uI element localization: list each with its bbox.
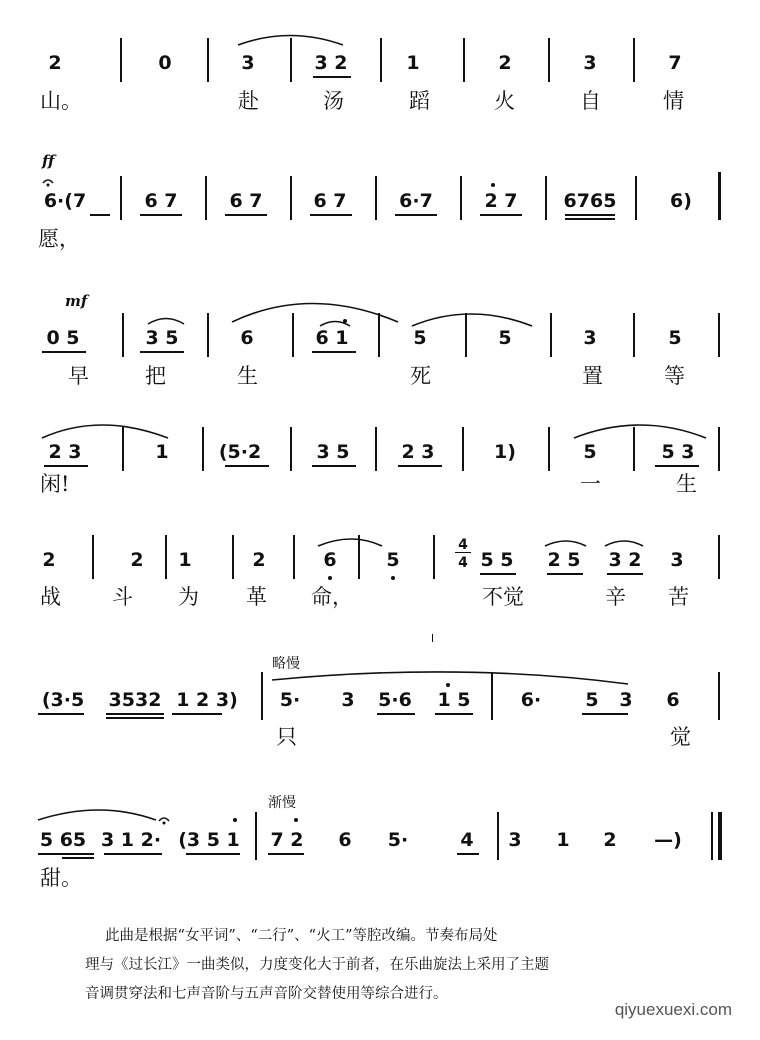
underline bbox=[313, 76, 351, 78]
underline bbox=[377, 713, 415, 715]
note-cell: 6 7 bbox=[229, 190, 263, 212]
barline bbox=[122, 427, 124, 471]
dynamic-marking: mf bbox=[65, 292, 88, 310]
barline bbox=[120, 38, 122, 82]
underline bbox=[104, 853, 162, 855]
underline bbox=[90, 214, 110, 216]
lyric: 山。 bbox=[40, 89, 82, 113]
barline bbox=[633, 38, 635, 82]
lyric: 蹈 bbox=[409, 89, 430, 113]
barline bbox=[462, 427, 464, 471]
note-cell: 1 bbox=[556, 829, 570, 851]
octave-dot bbox=[294, 818, 298, 822]
barline bbox=[202, 427, 204, 471]
barline bbox=[165, 535, 167, 579]
note-cell: 6· bbox=[520, 689, 542, 711]
note-cell: 6 7 bbox=[144, 190, 178, 212]
barline bbox=[378, 313, 380, 357]
lyric: 觉 bbox=[670, 725, 691, 749]
underline bbox=[655, 465, 699, 467]
lyric: 战 bbox=[40, 585, 61, 609]
lyric: 情 bbox=[663, 89, 684, 113]
underline bbox=[106, 713, 164, 715]
note-cell: 4 bbox=[460, 829, 474, 851]
note-cell: (3 5 1 bbox=[178, 829, 240, 851]
note-cell: 3 5 bbox=[316, 441, 350, 463]
note-cell: 5 3 bbox=[661, 441, 695, 463]
underline bbox=[38, 853, 94, 855]
note-cell: 3532 bbox=[108, 689, 162, 711]
barline bbox=[718, 313, 720, 357]
note-cell: 1) bbox=[494, 441, 516, 463]
note-cell: 0 bbox=[158, 52, 172, 74]
note-cell: 6 bbox=[338, 829, 352, 851]
note-line: 此曲是根据“女平词”、“二行”、“火工”等腔改编。节奏布局处 bbox=[105, 928, 498, 944]
barline bbox=[290, 38, 292, 82]
octave-dot bbox=[343, 319, 347, 323]
note-cell: (5·2 bbox=[218, 441, 262, 463]
underline bbox=[62, 857, 94, 859]
barline bbox=[261, 672, 263, 720]
note-cell: 6 bbox=[240, 327, 254, 349]
note-cell: 2 bbox=[498, 52, 512, 74]
barline bbox=[633, 427, 635, 471]
octave-dot bbox=[446, 683, 450, 687]
underline bbox=[140, 351, 184, 353]
note-cell: 1 5 bbox=[437, 689, 471, 711]
note-cell: 5 bbox=[386, 549, 400, 571]
barline bbox=[718, 672, 720, 720]
note-cell: 6765 bbox=[563, 190, 617, 212]
time-signature-bottom: 4 bbox=[458, 555, 468, 571]
barline bbox=[548, 427, 550, 471]
underline bbox=[140, 214, 182, 216]
barline bbox=[460, 176, 462, 220]
underline bbox=[44, 465, 88, 467]
underline bbox=[38, 713, 84, 715]
barline bbox=[207, 38, 209, 82]
note-cell: 5·6 bbox=[378, 689, 412, 711]
note-cell: 5 bbox=[413, 327, 427, 349]
underline bbox=[268, 853, 304, 855]
underline bbox=[225, 465, 269, 467]
note-cell: 6·(7 bbox=[43, 190, 87, 212]
barline bbox=[718, 812, 722, 860]
barline bbox=[463, 38, 465, 82]
barline bbox=[375, 176, 377, 220]
underline bbox=[225, 214, 267, 216]
note-cell: 6 bbox=[666, 689, 680, 711]
barline bbox=[633, 313, 635, 357]
barline bbox=[465, 313, 467, 357]
note-cell: 6 7 bbox=[313, 190, 347, 212]
lyric: 苦 bbox=[668, 585, 689, 609]
barline bbox=[718, 172, 721, 220]
note-cell: 2 3 bbox=[401, 441, 435, 463]
octave-dot bbox=[233, 818, 237, 822]
site-watermark: qiyuexuexi.com bbox=[614, 1000, 732, 1019]
barline bbox=[635, 176, 637, 220]
lyric: 命， bbox=[311, 585, 353, 609]
barline bbox=[92, 535, 94, 579]
note-cell: 6 bbox=[323, 549, 337, 571]
lyric: 只 bbox=[276, 725, 297, 749]
barline bbox=[207, 313, 209, 357]
lyric: 愿， bbox=[38, 227, 80, 251]
barline bbox=[497, 812, 499, 860]
barline bbox=[491, 672, 493, 720]
note-cell: 3 bbox=[619, 689, 633, 711]
note-cell: 7 bbox=[668, 52, 682, 74]
mark-line bbox=[432, 634, 433, 642]
barline bbox=[433, 535, 435, 579]
lyric: 斗 bbox=[112, 585, 133, 609]
note-cell: 3 1 2· bbox=[100, 829, 162, 851]
underline bbox=[547, 573, 583, 575]
note-cell: 5 65 bbox=[39, 829, 87, 851]
barline bbox=[293, 535, 295, 579]
note-cell: 6 1 bbox=[315, 327, 349, 349]
note-cell: 7 2 bbox=[270, 829, 304, 851]
underline bbox=[480, 214, 522, 216]
barline bbox=[548, 38, 550, 82]
barline bbox=[232, 535, 234, 579]
underline bbox=[172, 713, 222, 715]
underline bbox=[582, 713, 628, 715]
note-cell: 2 bbox=[130, 549, 144, 571]
barline bbox=[545, 176, 547, 220]
note-cell: 3 2 bbox=[314, 52, 348, 74]
underline bbox=[106, 717, 164, 719]
note-cell: 1 bbox=[406, 52, 420, 74]
lyric: 等 bbox=[664, 364, 685, 388]
underline bbox=[42, 351, 86, 353]
note-cell: 5 5 bbox=[480, 549, 514, 571]
tempo-marking: 略慢 bbox=[272, 656, 300, 672]
note-cell: 5 bbox=[585, 689, 599, 711]
barline bbox=[375, 427, 377, 471]
barline bbox=[358, 535, 360, 579]
barline bbox=[550, 313, 552, 357]
lyric: 早 bbox=[68, 364, 89, 388]
note-cell: 2 3 bbox=[48, 441, 82, 463]
tempo-marking: 渐慢 bbox=[268, 795, 296, 811]
lyric: 置 bbox=[582, 364, 603, 388]
note-cell: 3 5 bbox=[145, 327, 179, 349]
note-cell: 3 2 bbox=[608, 549, 642, 571]
barline bbox=[120, 176, 122, 220]
note-cell: 5 bbox=[583, 441, 597, 463]
note-cell: 5 bbox=[498, 327, 512, 349]
note-line: 理与《过长江》一曲类似，力度变化大于前者，在乐曲旋法上采用了主题 bbox=[85, 957, 549, 973]
barline bbox=[255, 812, 257, 860]
underline bbox=[457, 853, 479, 855]
barline bbox=[711, 812, 713, 860]
lyric: 甜。 bbox=[40, 866, 82, 890]
lyric: 生 bbox=[237, 364, 258, 388]
note-cell: 2 bbox=[603, 829, 617, 851]
underline bbox=[565, 214, 615, 216]
note-cell: 3 bbox=[583, 52, 597, 74]
barline bbox=[380, 38, 382, 82]
lyric: 火 bbox=[494, 89, 515, 113]
barline bbox=[290, 427, 292, 471]
note-cell: 3 bbox=[341, 689, 355, 711]
lyric: 闲! bbox=[40, 472, 70, 496]
barline bbox=[205, 176, 207, 220]
note-cell: 3 bbox=[508, 829, 522, 851]
barline bbox=[122, 313, 124, 357]
underline bbox=[312, 351, 356, 353]
note-cell: 6·7 bbox=[399, 190, 433, 212]
note-cell: 1 bbox=[155, 441, 169, 463]
note-cell: 3 bbox=[583, 327, 597, 349]
lyric: 革 bbox=[246, 585, 267, 609]
note-cell: 0 5 bbox=[46, 327, 80, 349]
octave-dot bbox=[391, 576, 395, 580]
barline bbox=[718, 427, 720, 471]
underline bbox=[186, 853, 240, 855]
underline bbox=[398, 465, 442, 467]
note-cell: 3 bbox=[670, 549, 684, 571]
underline bbox=[565, 218, 615, 220]
lyric: 不觉 bbox=[482, 585, 524, 609]
lyric: 汤 bbox=[323, 89, 344, 113]
underline bbox=[395, 214, 437, 216]
octave-dot bbox=[491, 183, 495, 187]
note-cell: 2 bbox=[252, 549, 266, 571]
lyric: 死 bbox=[410, 364, 431, 388]
lyric: 把 bbox=[145, 364, 166, 388]
note-cell: 1 2 3) bbox=[176, 689, 238, 711]
underline bbox=[435, 713, 473, 715]
note-cell: 3 bbox=[241, 52, 255, 74]
underline bbox=[607, 573, 643, 575]
note-cell: 2 bbox=[42, 549, 56, 571]
note-cell: 1 bbox=[178, 549, 192, 571]
note-line: 音调贯穿法和七声音阶与五声音阶交替使用等综合进行。 bbox=[85, 986, 448, 1002]
barline bbox=[290, 176, 292, 220]
dynamic-marking: ff bbox=[42, 152, 55, 170]
time-signature-top: 4 bbox=[455, 538, 471, 553]
lyric: 自 bbox=[580, 89, 601, 113]
underline bbox=[310, 214, 352, 216]
lyric: 一 bbox=[580, 472, 601, 496]
note-cell: 5 bbox=[668, 327, 682, 349]
note-cell: 2 bbox=[48, 52, 62, 74]
lyric: 辛 bbox=[605, 585, 626, 609]
note-cell: 5· bbox=[387, 829, 409, 851]
note-cell: 6) bbox=[670, 190, 692, 212]
note-cell: 5· bbox=[279, 689, 301, 711]
lyric: 生 bbox=[676, 472, 697, 496]
note-cell: —) bbox=[654, 829, 682, 851]
note-cell: 2 5 bbox=[547, 549, 581, 571]
note-cell: 2 7 bbox=[484, 190, 518, 212]
underline bbox=[480, 573, 516, 575]
octave-dot bbox=[328, 576, 332, 580]
barline bbox=[292, 313, 294, 357]
lyric: 赴 bbox=[238, 89, 259, 113]
barline bbox=[718, 535, 720, 579]
underline bbox=[312, 465, 356, 467]
lyric: 为 bbox=[178, 585, 199, 609]
note-cell: (3·5 bbox=[41, 689, 85, 711]
